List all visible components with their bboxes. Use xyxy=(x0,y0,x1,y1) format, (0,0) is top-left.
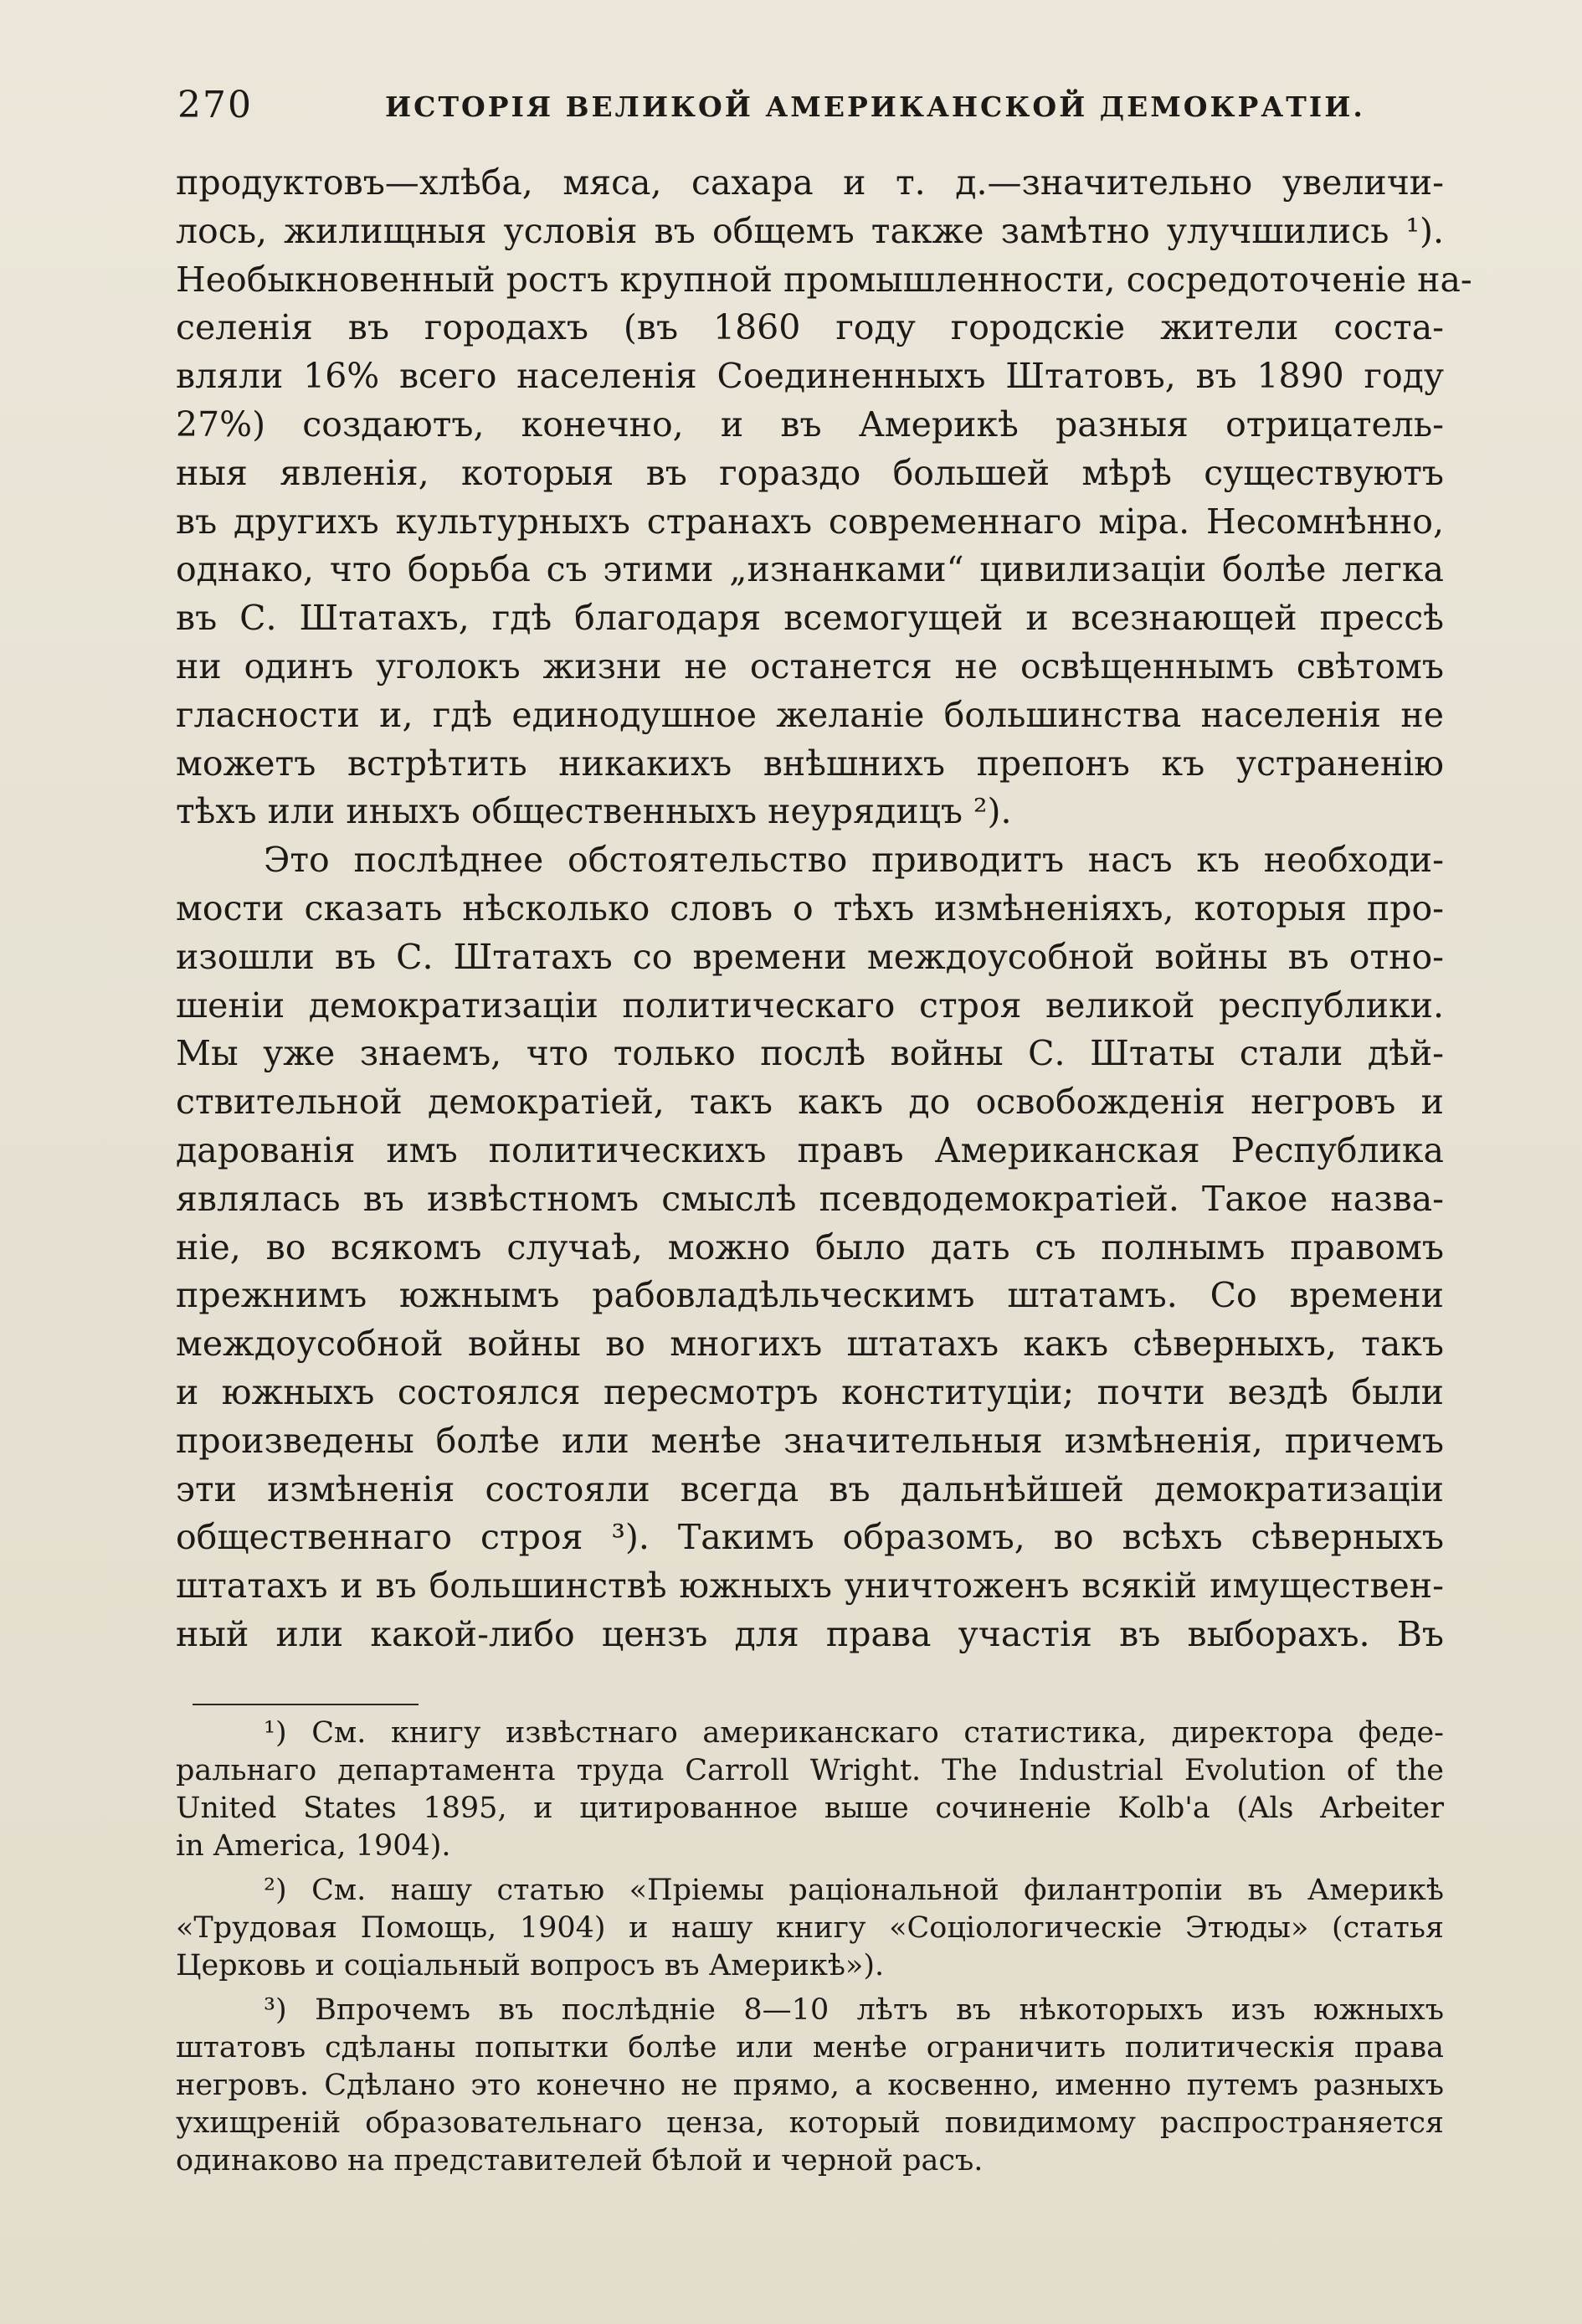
text-line: ни одинъ уголокъ жизни не останется не освѣщеннымъ свѣтомъ xyxy=(176,645,1444,686)
text-line: ніе, во всякомъ случаѣ, можно было дать съ полнымъ правомъ xyxy=(176,1226,1444,1267)
text-line: шеніи демократизаціи политическаго строя великой республики. xyxy=(176,985,1444,1026)
text-line: лось, жилищныя условія въ общемъ также замѣтно улучшились ¹). xyxy=(176,210,1444,251)
text-line: гласности и, гдѣ единодушное желаніе большинства населенія не xyxy=(176,694,1444,735)
text-line: дарованія имъ политическихъ правъ Американская Республика xyxy=(176,1129,1444,1170)
text-line: ствительной демократіей, такъ какъ до освобожденія негровъ и xyxy=(176,1082,1444,1123)
text-line: можетъ встрѣтить никакихъ внѣшнихъ препонъ къ устраненію xyxy=(176,743,1444,784)
footnote-line: негровъ. Сдѣлано это конечно не прямо, а косвенно, именно путемъ разныхъ xyxy=(176,2069,1444,2102)
text-line: вляли 16% всего населенія Соединенныхъ Штатовъ, въ 1890 году xyxy=(176,356,1444,397)
text-line: и южныхъ состоялся пересмотръ конституціи; почти вездѣ были xyxy=(176,1371,1444,1412)
footnote-line: United States 1895, и цитированное выше сочиненіе Kolb'а (Als Arbeiter xyxy=(176,1792,1444,1825)
text-line: Это послѣднее обстоятельство приводитъ насъ къ необходи- xyxy=(264,840,1444,881)
text-line: Необыкновенный ростъ крупной промышленности, сосредоточеніе на- xyxy=(176,259,1472,300)
running-title: ИСТОРІЯ ВЕЛИКОЙ АМЕРИКАНСКОЙ ДЕМОКРАТІИ. xyxy=(385,90,1365,123)
text-line: общественнаго строя ³). Такимъ образомъ, во всѣхъ сѣверныхъ xyxy=(176,1517,1444,1558)
footnote-line: штатовъ сдѣланы попытки болѣе или менѣе ограничить политическія права xyxy=(176,2031,1444,2064)
footnote-line: одинаково на представителей бѣлой и черной расъ. xyxy=(176,2144,984,2177)
footnote-line: in America, 1904). xyxy=(176,1829,451,1863)
text-line: тѣхъ или иныхъ общественныхъ неурядицъ ²). xyxy=(176,791,1012,832)
footnote-divider xyxy=(193,1704,419,1705)
main-text xyxy=(176,159,1472,1659)
footnote-3 xyxy=(176,1992,1444,2180)
text-line: въ другихъ культурныхъ странахъ современнаго міра. Несомнѣнно, xyxy=(176,501,1444,542)
footnote-1 xyxy=(176,1715,1444,1865)
text-line: въ С. Штатахъ, гдѣ благодаря всемогущей и всезнающей прессѣ xyxy=(176,598,1444,639)
text-line: являлась въ извѣстномъ смыслѣ псевдодемократіей. Такое назва- xyxy=(176,1178,1444,1219)
text-line: штатахъ и въ большинствѣ южныхъ уничтоженъ всякій имуществен- xyxy=(176,1566,1444,1607)
footnote-line: ральнаго департамента труда Carroll Wright. The Industrial Evolution of the xyxy=(176,1754,1444,1787)
text-line: 27%) создаютъ, конечно, и въ Америкѣ разныя отрицатель- xyxy=(176,404,1444,445)
text-line: однако, что борьба съ этими „изнанками“ цивилизаціи болѣе легка xyxy=(176,549,1444,590)
text-line: Мы уже знаемъ, что только послѣ войны С. Штаты стали дѣй- xyxy=(176,1033,1444,1074)
page-number: 270 xyxy=(177,84,253,126)
text-line: эти измѣненія состояли всегда въ дальнѣйшей демократизаціи xyxy=(176,1468,1444,1509)
text-line: ный или какой-либо цензъ для права участія въ выборахъ. Въ xyxy=(176,1613,1444,1654)
footnote-line: ³) Впрочемъ въ послѣдніе 8—10 лѣтъ въ нѣкоторыхъ изъ южныхъ xyxy=(264,1993,1444,2027)
text-line: продуктовъ—хлѣба, мяса, сахара и т. д.—значительно увеличи- xyxy=(176,162,1444,203)
footnote-line: ¹) См. книгу извѣстнаго американскаго статистика, директора феде- xyxy=(264,1716,1444,1750)
text-line: селенія въ городахъ (въ 1860 году городскіе жители соста- xyxy=(176,307,1444,348)
footnote-2 xyxy=(176,1872,1444,1985)
text-line: ныя явленія, которыя въ гораздо большей мѣрѣ существуютъ xyxy=(176,452,1444,493)
text-line: произведены болѣе или менѣе значительныя измѣненія, причемъ xyxy=(176,1420,1444,1461)
text-line: междоусобной войны во многихъ штатахъ какъ сѣверныхъ, такъ xyxy=(176,1324,1444,1365)
footnote-line: ухищреній образовательнаго ценза, который повидимому распространяется xyxy=(176,2106,1444,2140)
text-line: прежнимъ южнымъ рабовладѣльческимъ штатамъ. Со времени xyxy=(176,1275,1444,1316)
page-header xyxy=(167,84,1448,142)
footnote-line: Церковь и соціальный вопросъ въ Америкѣ»). xyxy=(176,1949,885,1982)
footnote-line: ²) См. нашу статью «Пріемы раціональной филантропіи въ Америкѣ xyxy=(264,1874,1444,1907)
text-line: изошли въ С. Штатахъ со времени междоусобной войны въ отно- xyxy=(176,936,1444,977)
footnotes xyxy=(176,1715,1444,2180)
text-line: мости сказать нѣсколько словъ о тѣхъ измѣненіяхъ, которыя про- xyxy=(176,887,1444,928)
footnote-line: «Трудовая Помощь, 1904) и нашу книгу «Соціологическіе Этюды» (статья xyxy=(176,1911,1444,1945)
